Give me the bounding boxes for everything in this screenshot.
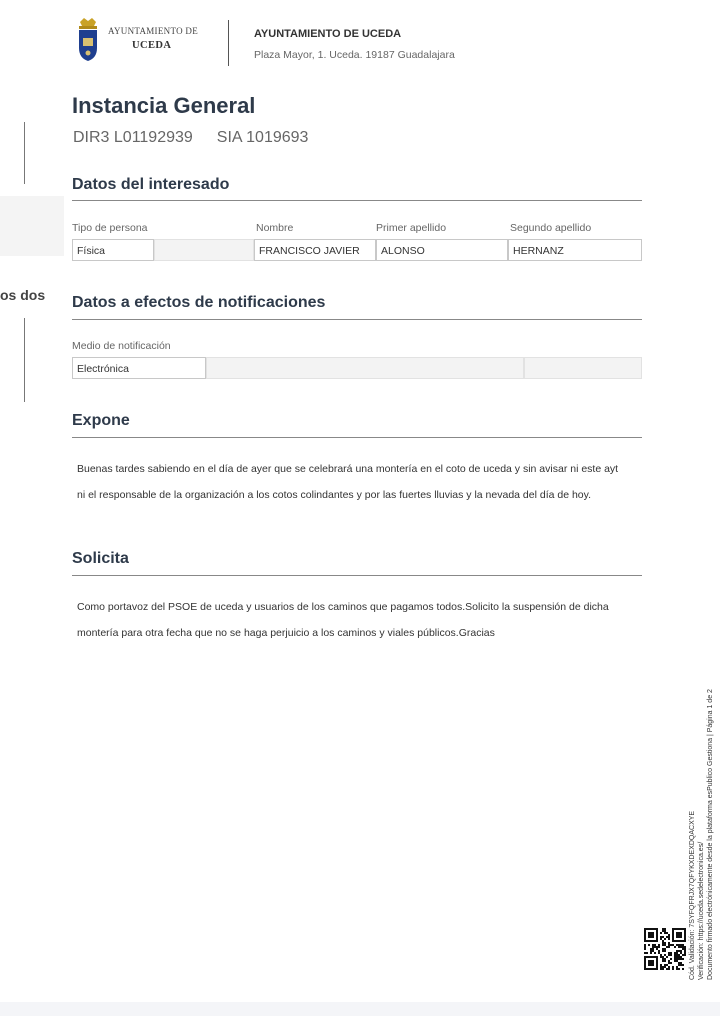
label-tipo-persona: Tipo de persona — [72, 222, 148, 234]
sia-code: SIA 1019693 — [216, 129, 309, 146]
redacted-email-field — [206, 357, 524, 379]
coat-of-arms-logo — [76, 16, 100, 62]
signature-note: Documento firmado electrónicamente desde la plataforma esPublico Gestiona | Página 1 de 2 — [707, 689, 714, 980]
label-segundo-apellido: Segundo apellido — [510, 222, 592, 234]
expone-line: Buenas tardes sabiendo en el día de ayer que se celebrará una montería en el coto de uceda y sin avisar ni este ayt — [77, 463, 619, 475]
edge-smudge — [0, 196, 64, 256]
label-primer-apellido: Primer apellido — [376, 222, 447, 234]
solicita-line: montería para otra fecha que no se haga perjuicio a los caminos y viales públicos.Gracias — [77, 627, 495, 639]
label-nombre: Nombre — [256, 222, 294, 234]
section-divider — [72, 575, 642, 576]
section-divider — [72, 319, 642, 320]
validation-code: Cód. Validación: 7SYFQFRJX7QFYKXDEXDQACXYE — [689, 810, 696, 980]
page-title: Instancia General — [72, 93, 256, 118]
redacted-id-field — [154, 239, 254, 261]
section-divider — [72, 437, 642, 438]
primer-apellido-field: ALONSO — [376, 239, 508, 261]
section-title-expone: Expone — [72, 412, 130, 429]
redacted-field — [524, 357, 642, 379]
dir3-code: DIR3 L01192939 — [73, 129, 193, 146]
page-bottom-edge — [0, 1002, 720, 1016]
section-title-notificaciones: Datos a efectos de notificaciones — [72, 294, 326, 311]
edge-text-fragment: os dos — [0, 287, 46, 303]
edge-bracket — [24, 318, 35, 402]
edge-bracket — [24, 122, 35, 184]
header-address: Plaza Mayor, 1. Uceda. 19187 Guadalajara — [254, 49, 455, 61]
section-title-solicita: Solicita — [72, 550, 129, 567]
tipo-persona-field: Física — [72, 239, 154, 261]
solicita-text — [77, 594, 647, 646]
section-divider — [72, 200, 642, 201]
header-title: AYUNTAMIENTO DE UCEDA — [254, 28, 402, 40]
qr-code — [644, 928, 686, 970]
expone-line: ni el responsable de la organización a los cotos colindantes y por las fuertes lluvias y la nevada del día de hoy. — [77, 489, 592, 501]
label-medio-notificacion: Medio de notificación — [72, 340, 171, 352]
expone-text — [77, 456, 647, 508]
nombre-field: FRANCISCO JAVIER — [254, 239, 376, 261]
segundo-apellido-field: HERNANZ — [508, 239, 642, 261]
section-title-interesado: Datos del interesado — [72, 176, 230, 193]
org-name-big: UCEDA — [132, 40, 172, 51]
header-divider — [228, 20, 229, 66]
verification-url: Verificación: https://uceda.sedelectronica.es/ — [698, 841, 705, 980]
org-name-small: AYUNTAMIENTO DE — [108, 26, 199, 36]
solicita-line: Como portavoz del PSOE de uceda y usuarios de los caminos que pagamos todos.Solicito la suspensión de dicha — [77, 601, 609, 613]
medio-notificacion-field: Electrónica — [72, 357, 206, 379]
document-codes — [73, 129, 308, 147]
validation-side-text — [688, 689, 715, 980]
